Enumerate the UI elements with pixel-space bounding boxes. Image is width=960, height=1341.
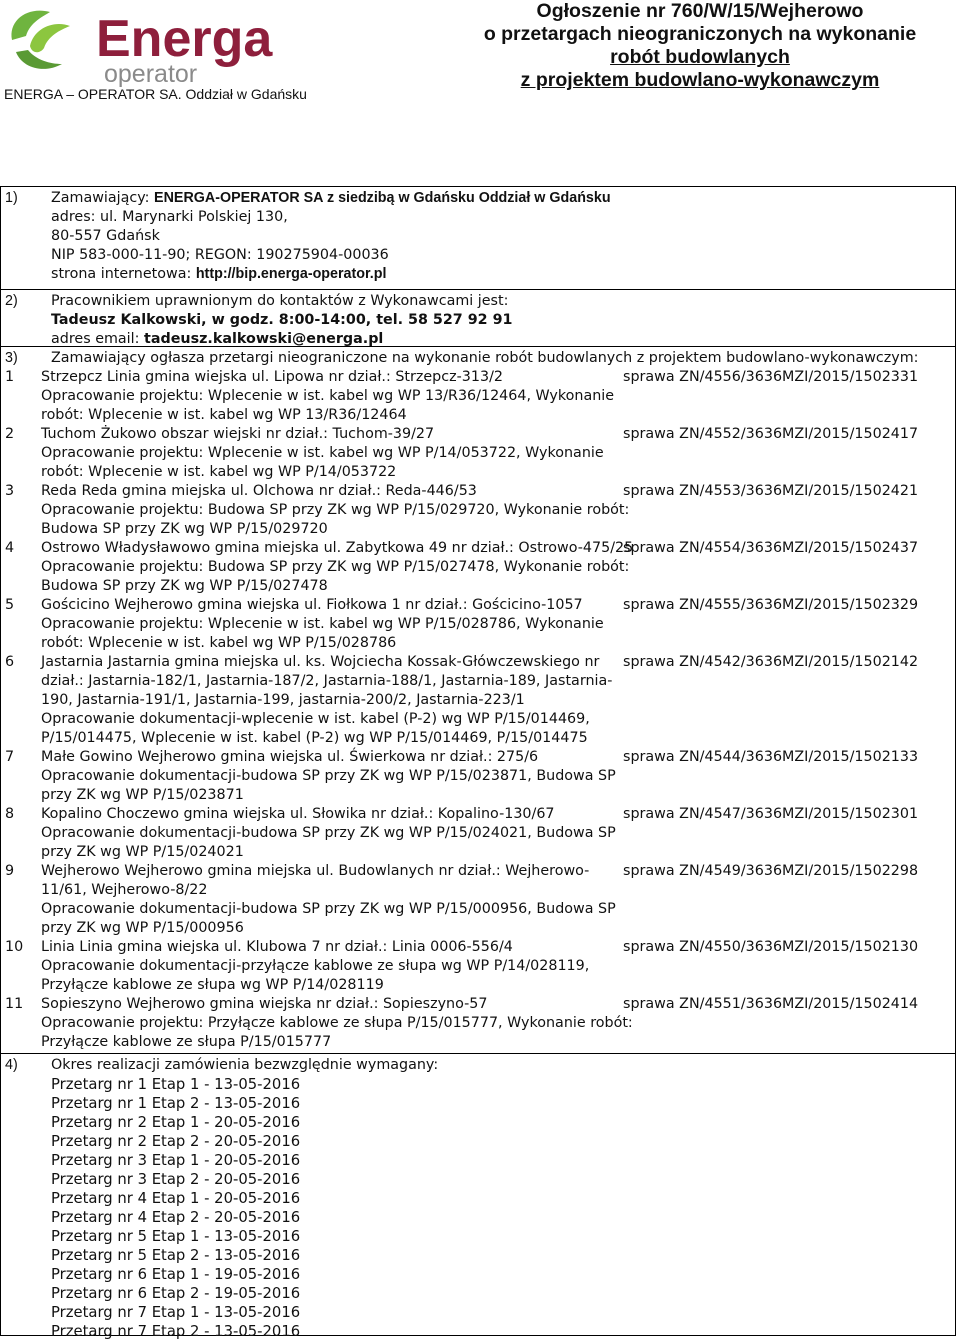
- company-name: ENERGA – OPERATOR SA. Oddział w Gdańsku: [4, 86, 307, 102]
- tender-description-line: Przyłącze kablowe ze słupa wg WP P/14/028119: [41, 977, 384, 993]
- tender-description-line: Opracowanie projektu: Wplecenie w ist. kabel wg WP P/14/053722, Wykonanie: [41, 445, 604, 461]
- tender-description-line: Strzepcz Linia gmina wiejska ul. Lipowa nr dział.: Strzepcz-313/2: [41, 369, 503, 385]
- tender-case-number: sprawa ZN/4552/3636MZI/2015/1502417: [623, 426, 919, 442]
- tender-description-line: Budowa SP przy ZK wg WP P/15/029720: [41, 521, 328, 537]
- title-line: o przetargach nieograniczonych na wykonanie: [483, 23, 917, 45]
- tender-description-line: Małe Gowino Wejherowo gmina wiejska ul. Świerkowa nr dział.: 275/6: [41, 749, 539, 765]
- tender-number: 11: [5, 996, 24, 1012]
- tender-description: [41, 482, 630, 539]
- tender-description-line: 11/61, Wejherowo-8/22: [41, 882, 208, 898]
- tender-case-number: sprawa ZN/4555/3636MZI/2015/1502329: [623, 597, 919, 613]
- tender-description-line: Przyłącze kablowe ze słupa P/15/015777: [41, 1034, 332, 1050]
- tender-description-line: Opracowanie projektu: Budowa SP przy ZK wg WP P/15/027478, Wykonanie robót:: [41, 559, 630, 575]
- tender-description-line: Gościcino Wejherowo gmina wiejska ul. Fiołkowa 1 nr dział.: Gościcino-1057: [41, 597, 583, 613]
- tender-description-line: 190, Jastarnia-191/1, Jastarnia-199, jastarnia-200/2, Jastarnia-223/1: [41, 692, 525, 708]
- tender-description-line: przy ZK wg WP P/15/000956: [41, 920, 244, 936]
- svg-text:operator: operator: [104, 60, 198, 88]
- svg-text:Energa: Energa: [96, 10, 273, 68]
- energa-logo-graphic: [4, 2, 294, 88]
- tender-description: [41, 995, 633, 1052]
- deadlines-intro: Okres realizacji zamówienia bezwzględnie wymagany:: [51, 1057, 439, 1073]
- tender-description: [41, 596, 621, 653]
- tender-description: [41, 938, 621, 995]
- tender-description: [41, 748, 621, 805]
- deadline-item: Przetarg nr 1 Etap 2 - 13-05-2016: [51, 1095, 301, 1112]
- tender-description-line: Tuchom Żukowo obszar wiejski nr dział.: Tuchom-39/27: [41, 426, 435, 442]
- tender-number: 2: [5, 426, 15, 442]
- deadline-item: Przetarg nr 2 Etap 1 - 20-05-2016: [51, 1114, 301, 1131]
- tender-description-line: Ostrowo Władysławowo gmina miejska ul. Zabytkowa 49 nr dział.: Ostrowo-475/25: [41, 540, 634, 556]
- section-deadlines: [1, 1053, 955, 1340]
- tender-description: [41, 539, 634, 596]
- tender-description-line: Budowa SP przy ZK wg WP P/15/027478: [41, 578, 328, 594]
- tender-description-line: Opracowanie dokumentacji-budowa SP przy ZK wg WP P/15/024021, Budowa SP: [41, 825, 616, 841]
- nip-regon-line: NIP 583-000-11-90; REGON: 190275904-00036: [51, 247, 389, 263]
- contracting-party-name: ENERGA-OPERATOR SA z siedzibą w Gdańsku Oddział w Gdańsku: [154, 190, 611, 206]
- tender-number: 3: [5, 483, 15, 499]
- tender-number: 5: [5, 597, 15, 613]
- page-title: [440, 0, 960, 92]
- tender-number: 4: [5, 540, 15, 556]
- tender-case-number: sprawa ZN/4549/3636MZI/2015/1502298: [623, 863, 919, 879]
- tender-description: [41, 368, 621, 425]
- tender-description-line: Opracowanie dokumentacji-budowa SP przy ZK wg WP P/15/023871, Budowa SP: [41, 768, 616, 784]
- tender-description: [41, 862, 621, 938]
- title-line: robót budowlanych: [610, 46, 790, 68]
- title-line: z projektem budowlano-wykonawczym: [520, 69, 880, 91]
- section-number: 2): [5, 293, 18, 309]
- deadline-item: Przetarg nr 1 Etap 1 - 13-05-2016: [51, 1076, 301, 1093]
- tender-description: [41, 425, 621, 482]
- deadline-item: Przetarg nr 6 Etap 2 - 19-05-2016: [51, 1285, 301, 1302]
- website-label: strona internetowa:: [51, 266, 196, 282]
- tender-description-line: Opracowanie projektu: Wplecenie w ist. kabel wg WP 13/R36/12464, Wykonanie: [41, 388, 615, 404]
- tenders-intro: Zamawiający ogłasza przetargi nieograniczone na wykonanie robót budowlanych z projektem budowlano-wykonawczym:: [51, 350, 919, 366]
- deadline-item: Przetarg nr 3 Etap 2 - 20-05-2016: [51, 1171, 301, 1188]
- tender-description-line: Opracowanie projektu: Wplecenie w ist. kabel wg WP P/15/028786, Wykonanie: [41, 616, 604, 632]
- tender-description: [41, 805, 621, 862]
- tender-number: 8: [5, 806, 15, 822]
- section-number: 4): [5, 1057, 18, 1073]
- tender-description-line: robót: Wplecenie w ist. kabel wg WP 13/R36/12464: [41, 407, 407, 423]
- tender-description-line: przy ZK wg WP P/15/024021: [41, 844, 244, 860]
- deadline-item: Przetarg nr 3 Etap 1 - 20-05-2016: [51, 1152, 301, 1169]
- deadline-item: Przetarg nr 6 Etap 1 - 19-05-2016: [51, 1266, 301, 1283]
- tender-description-line: Opracowanie dokumentacji-budowa SP przy ZK wg WP P/15/000956, Budowa SP: [41, 901, 616, 917]
- email-link[interactable]: tadeusz.kalkowski@energa.pl: [143, 331, 384, 347]
- section-tenders: [1, 346, 955, 1050]
- tender-description-line: Wejherowo Wejherowo gmina miejska ul. Budowlanych nr dział.: Wejherowo-: [41, 863, 590, 879]
- tender-description-line: Kopalino Choczewo gmina wiejska ul. Słowika nr dział.: Kopalino-130/67: [41, 806, 555, 822]
- deadline-item: Przetarg nr 4 Etap 1 - 20-05-2016: [51, 1190, 301, 1207]
- tender-number: 7: [5, 749, 15, 765]
- tender-description-line: Linia Linia gmina wiejska ul. Klubowa 7 nr dział.: Linia 0006-556/4: [41, 939, 513, 955]
- tender-case-number: sprawa ZN/4553/3636MZI/2015/1502421: [623, 483, 919, 499]
- tender-case-number: sprawa ZN/4554/3636MZI/2015/1502437: [623, 540, 919, 556]
- tender-description-line: Sopieszyno Wejherowo gmina wiejska nr dział.: Sopieszyno-57: [41, 996, 488, 1012]
- deadline-item: Przetarg nr 5 Etap 2 - 13-05-2016: [51, 1247, 301, 1264]
- tender-case-number: sprawa ZN/4551/3636MZI/2015/1502414: [623, 996, 919, 1012]
- contracting-party-line: [51, 189, 611, 208]
- title-line: Ogłoszenie nr 760/W/15/Wejherowo: [536, 0, 864, 22]
- tender-description-line: Opracowanie dokumentacji-wplecenie w ist. kabel (P-2) wg WP P/15/014469,: [41, 711, 590, 727]
- tender-number: 1: [5, 369, 15, 385]
- section-number: 1): [5, 190, 18, 206]
- tender-description-line: Opracowanie projektu: Budowa SP przy ZK wg WP P/15/029720, Wykonanie robót:: [41, 502, 630, 518]
- tender-case-number: sprawa ZN/4544/3636MZI/2015/1502133: [623, 749, 919, 765]
- tender-case-number: sprawa ZN/4550/3636MZI/2015/1502130: [623, 939, 919, 955]
- tender-number: 9: [5, 863, 15, 879]
- tender-description-line: dział.: Jastarnia-182/1, Jastarnia-187/2, Jastarnia-188/1, Jastarnia-189, Jastarnia-: [41, 673, 613, 689]
- page-header: [0, 0, 960, 110]
- website-line: [51, 265, 386, 284]
- deadline-item: Przetarg nr 5 Etap 1 - 13-05-2016: [51, 1228, 301, 1245]
- deadline-item: Przetarg nr 7 Etap 2 - 13-05-2016: [51, 1323, 301, 1340]
- section-contact: [1, 289, 955, 347]
- tender-description-line: Jastarnia Jastarnia gmina miejska ul. ks. Wojciecha Kossak-Główczewskiego nr: [41, 654, 600, 670]
- tender-description-line: przy ZK wg WP P/15/023871: [41, 787, 244, 803]
- address-line: adres: ul. Marynarki Polskiej 130,: [51, 209, 288, 225]
- email-label: adres email:: [51, 331, 144, 347]
- tender-description-line: Reda Reda gmina miejska ul. Olchowa nr dział.: Reda-446/53: [41, 483, 477, 499]
- tender-description-line: robót: Wplecenie w ist. kabel wg WP P/14/053722: [41, 464, 397, 480]
- website-link[interactable]: http://bip.energa-operator.pl: [195, 266, 387, 282]
- section-number: 3): [5, 350, 18, 366]
- tender-case-number: sprawa ZN/4547/3636MZI/2015/1502301: [623, 806, 919, 822]
- announcement-body: [0, 186, 956, 1340]
- contact-person: Tadeusz Kalkowski, w godz. 8:00-14:00, tel. 58 527 92 91: [51, 312, 513, 328]
- contracting-party-label: Zamawiający:: [51, 190, 155, 206]
- contact-intro: Pracownikiem uprawnionym do kontaktów z Wykonawcami jest:: [51, 293, 509, 309]
- tender-case-number: sprawa ZN/4556/3636MZI/2015/1502331: [623, 369, 919, 385]
- tender-description-line: robót: Wplecenie w ist. kabel wg WP P/15/028786: [41, 635, 397, 651]
- deadline-item: Przetarg nr 2 Etap 2 - 20-05-2016: [51, 1133, 301, 1150]
- tender-description: [41, 653, 621, 748]
- tender-description-line: P/15/014475, Wplecenie w ist. kabel (P-2) wg WP P/15/014469, P/15/014475: [41, 730, 588, 746]
- tender-case-number: sprawa ZN/4542/3636MZI/2015/1502142: [623, 654, 919, 670]
- deadline-item: Przetarg nr 7 Etap 1 - 13-05-2016: [51, 1304, 301, 1321]
- tender-number: 6: [5, 654, 15, 670]
- tender-description-line: Opracowanie dokumentacji-przyłącze kablowe ze słupa wg WP P/14/028119,: [41, 958, 590, 974]
- postal-line: 80-557 Gdańsk: [51, 228, 160, 244]
- energa-logo: [4, 2, 294, 88]
- tender-number: 10: [5, 939, 24, 955]
- deadline-item: Przetarg nr 4 Etap 2 - 20-05-2016: [51, 1209, 301, 1226]
- tender-description-line: Opracowanie projektu: Przyłącze kablowe ze słupa P/15/015777, Wykonanie robót:: [41, 1015, 633, 1031]
